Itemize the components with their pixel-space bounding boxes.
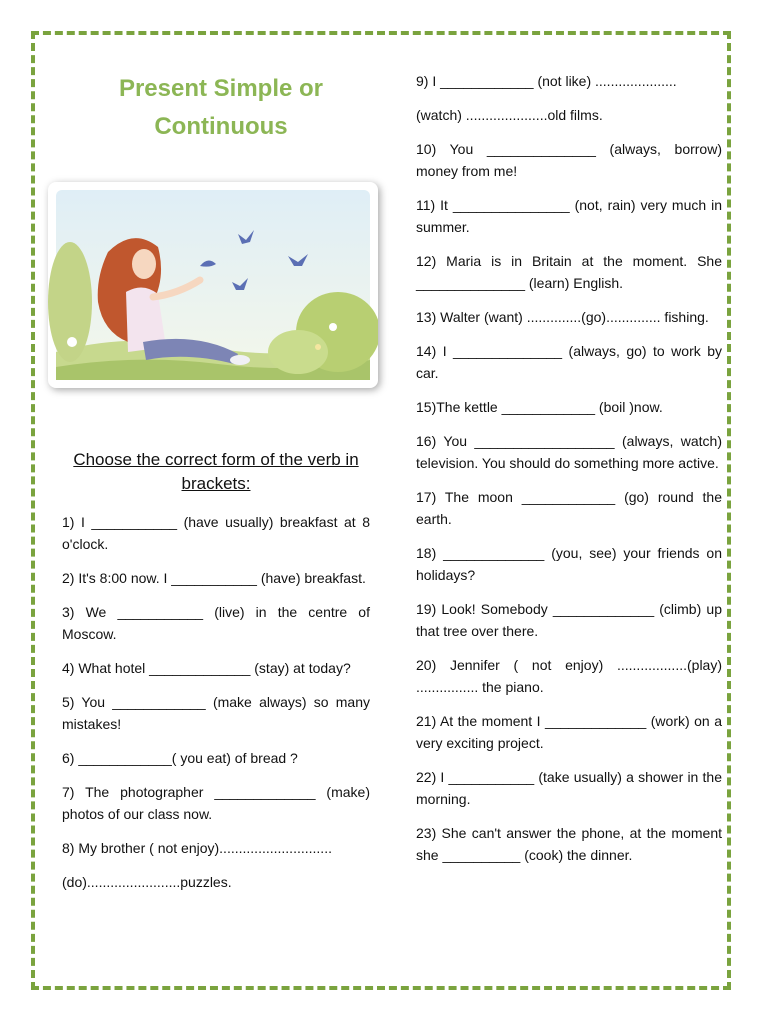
exercise-item: 21) At the moment I _____________ (work) on a very exciting project. (416, 713, 722, 751)
exercise-item: 11) It _______________ (not, rain) very much in summer. (416, 197, 722, 235)
exercise-item: 3) We ___________ (live) in the centre of Moscow. (62, 604, 370, 642)
exercise-item: 20) Jennifer ( not enjoy) ..................(play) ................ the piano. (416, 657, 722, 695)
exercise-item: 16) You __________________ (always, watch) television. You should do something more active. (416, 433, 722, 471)
exercise-item: 5) You ____________ (make always) so many mistakes! (62, 694, 370, 732)
exercise-item: 14) I ______________ (always, go) to work by car. (416, 343, 722, 381)
exercise-item: 6) ____________( you eat) of bread ? (62, 750, 298, 766)
exercise-item: 10) You ______________ (always, borrow) money from me! (416, 141, 722, 179)
exercise-item: 22) I ___________ (take usually) a shower in the morning. (416, 769, 722, 807)
exercise-item: 18) _____________ (you, see) your friends on holidays? (416, 545, 722, 583)
exercise-item: 17) The moon ____________ (go) round the earth. (416, 489, 722, 527)
left-column (62, 70, 370, 890)
exercise-item: 15)The kettle ____________ (boil )now. (416, 399, 663, 415)
exercise-item: 2) It's 8:00 now. I ___________ (have) breakfast. (62, 570, 366, 586)
exercise-item: 12) Maria is in Britain at the moment. She ______________ (learn) English. (416, 253, 722, 291)
exercise-item: 7) The photographer _____________ (make) photos of our class now. (62, 784, 370, 822)
exercise-list-right (416, 70, 722, 878)
worksheet-title (62, 70, 380, 146)
exercise-item: 23) She can't answer the phone, at the moment she __________ (cook) the dinner. (416, 825, 722, 863)
exercise-item: 19) Look! Somebody _____________ (climb) up that tree over there. (416, 601, 722, 639)
exercise-item: 9) I ____________ (not like) ..................... (416, 73, 677, 89)
exercise-item: 13) Walter (want) ..............(go).............. fishing. (416, 309, 709, 325)
title-line-2: Continuous (154, 113, 288, 140)
exercise-item: 8) My brother ( not enjoy)............................. (62, 840, 332, 856)
title-line-1: Present Simple or (118, 75, 324, 102)
exercise-item: 1) I ___________ (have usually) breakfast at 8 o'clock. (62, 514, 370, 552)
exercise-item: (watch) .....................old films. (416, 107, 603, 123)
exercise-list-left (62, 511, 370, 905)
exercise-item: 4) What hotel _____________ (stay) at today? (62, 660, 351, 676)
illustration-girl-with-birds (48, 182, 378, 388)
instruction-heading: Choose the correct form of the verb in brackets: (73, 450, 359, 493)
exercise-item: (do)........................puzzles. (62, 874, 232, 890)
